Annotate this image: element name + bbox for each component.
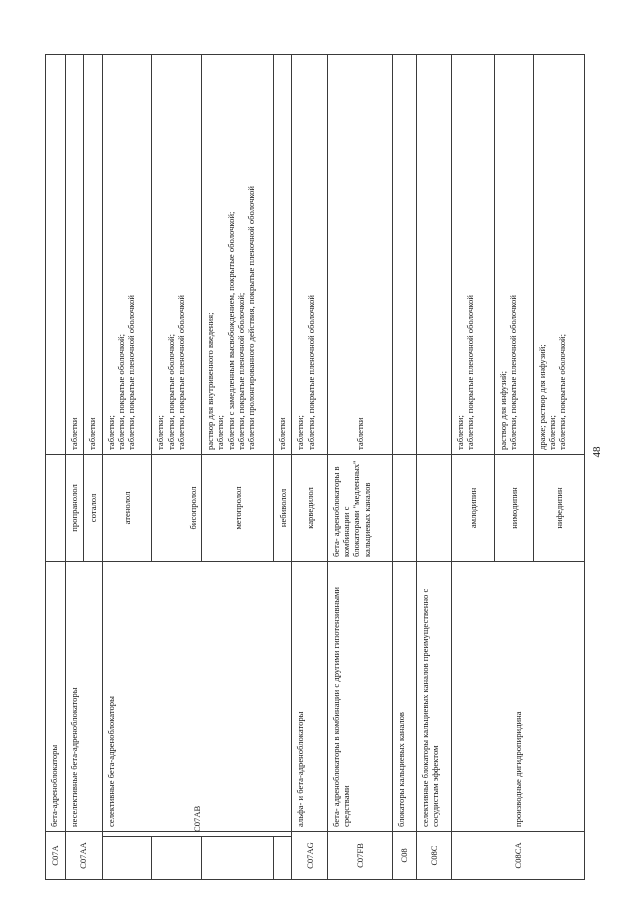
table-row: [102, 54, 152, 879]
dosage-form: раствор для инфузий; таблетки, покрытые пленочной оболочкой: [494, 54, 533, 454]
rotated-table-wrapper: [45, 55, 585, 880]
dosage-form: таблетки: [65, 54, 84, 454]
dosage-form: раствор для внутривенного введения; таблетки; таблетки с замедленным высвобождением, покрытые оболочкой; таблетки, покрытые пленочной оболочкой; таблетки пролонгированного действия, покрытые пленочной оболочкой: [202, 54, 274, 454]
drug-name: пропранолол: [65, 454, 84, 561]
table-row: [292, 54, 328, 879]
form-cell: [393, 54, 417, 454]
group-name: селективные блокаторы кальциевых каналов преимущественно с сосудистым эффектом: [416, 561, 451, 831]
group-name: блокаторы кальциевых каналов: [393, 561, 417, 831]
drug-name: атенолол: [102, 454, 152, 561]
dosage-form: таблетки: [84, 54, 103, 454]
atc-code: C07AG: [292, 831, 328, 879]
form-cell: [46, 54, 66, 454]
page-number: 48: [591, 446, 603, 458]
dosage-form: таблетки; таблетки, покрытые пленочной оболочкой: [292, 54, 328, 454]
drug-cell: [393, 454, 417, 561]
table-row: [328, 54, 393, 879]
group-name: альфа- и бета-адреноблокаторы: [292, 561, 328, 831]
table-row: [65, 54, 84, 879]
drug-name: нимодипин: [494, 454, 533, 561]
group-name: неселективные бета-адреноблокаторы: [65, 561, 102, 831]
drug-name: бисопролол: [152, 454, 202, 561]
drug-name: соталол: [84, 454, 103, 561]
drug-name: бета- адреноблокаторы в комбинации с блокаторами "медленных" кальциевых каналов: [328, 454, 393, 561]
blank-cell: [273, 837, 292, 880]
drug-name: небиволол: [273, 454, 292, 561]
dosage-form: таблетки; таблетки, покрытые пленочной оболочкой: [451, 54, 494, 454]
drug-cell: [46, 454, 66, 561]
blank-cell: [202, 837, 274, 880]
dosage-form: таблетки; таблетки, покрытые оболочкой; таблетки, покрытые пленочной оболочкой: [102, 54, 152, 454]
group-name: селективные бета-адреноблокаторы: [102, 561, 292, 831]
dosage-form: драже; раствор для инфузий; таблетки; таблетки, покрытые оболочкой;: [533, 54, 584, 454]
blank-cell: [152, 837, 202, 880]
table-row: [451, 54, 494, 879]
group-name: бета-адреноблокаторы: [46, 561, 66, 831]
table-row: [46, 54, 66, 879]
atc-code: C08CA: [451, 831, 584, 879]
atc-code: C08C: [416, 831, 451, 879]
table-row: [416, 54, 451, 879]
drug-name: карведилол: [292, 454, 328, 561]
form-cell: [416, 54, 451, 454]
drug-name: амлодипин: [451, 454, 494, 561]
atc-code: C08: [393, 831, 417, 879]
table-row: [393, 54, 417, 879]
drug-name: метопролол: [202, 454, 274, 561]
drug-cell: [416, 454, 451, 561]
atc-code: C07AA: [65, 831, 102, 879]
blank-cell: [102, 837, 152, 880]
atc-code: C07A: [46, 831, 66, 879]
group-name: производные дигидропиридина: [451, 561, 584, 831]
atc-code: C07FB: [328, 831, 393, 879]
group-name: бета- адреноблокаторы в комбинации с другими гипотензивными средствами: [328, 561, 393, 831]
drug-classification-table: [45, 54, 585, 880]
dosage-form: таблетки: [273, 54, 292, 454]
atc-code: C07AB: [102, 831, 292, 836]
dosage-form: таблетки: [328, 54, 393, 454]
drug-name: нифедипин: [533, 454, 584, 561]
dosage-form: таблетки; таблетки, покрытые оболочкой; таблетки, покрытые пленочной оболочкой: [152, 54, 202, 454]
